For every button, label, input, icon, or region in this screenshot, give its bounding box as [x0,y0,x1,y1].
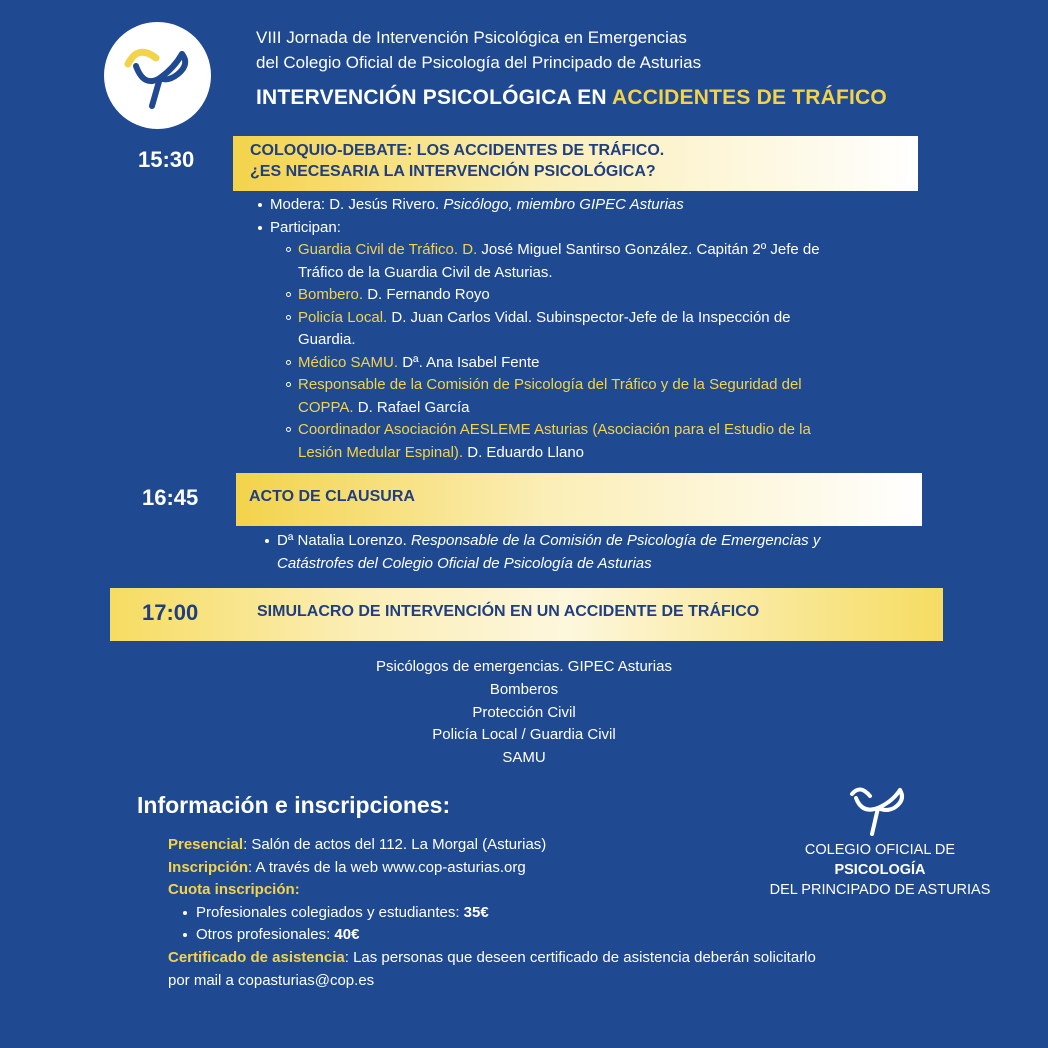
list-item: Policía Local / Guardia Civil [432,726,616,744]
info-label: Cuota inscripción [168,881,295,899]
participant-role: Bombero. [298,286,364,303]
participant-role: Médico SAMU. [298,353,399,371]
session-title-line-1: COLOQUIO-DEBATE: LOS ACCIDENTES DE TRÁFICO. [250,142,665,159]
organization-logo [760,780,1000,843]
participant-item [298,352,850,375]
speaker-name: Dª Natalia Lorenzo. [277,532,411,549]
moderator-role: Psicólogo, miembro GIPEC Asturias [443,196,684,213]
info-label: Presencial [168,836,244,853]
page-title-main: INTERVENCIÓN PSICOLÓGICA EN [256,86,613,109]
fee-item [196,902,828,925]
info-value: : Las personas que deseen certificado de asistencia deberán solicitarlo por mail a copasturias@cop.es [168,948,816,989]
info-inscripcion [168,857,828,880]
info-block [168,834,828,992]
session-title: ACTO DE CLAUSURA [249,488,415,505]
participant-item [298,284,850,307]
session-2-details [277,530,837,575]
psi-icon [760,780,1000,838]
page-title [256,86,887,110]
participant-name: José Miguel Santirso González. Capitán 2º Jefe de Tráfico de la Guardia Civil de Asturias. [298,241,820,281]
fee-price: 40€ [334,926,360,944]
list-item: Bomberos [489,680,559,698]
fee-item [196,924,828,947]
list-item: SAMU [502,749,546,767]
participant-item [298,419,850,464]
logo-badge [104,22,211,129]
participants-label: Participan: [270,218,341,236]
info-certificado [168,947,828,992]
participant-role: Guardia Civil de Tráfico. D. [298,241,478,258]
info-label: Inscripción [168,858,249,876]
list-item: Protección Civil [472,703,576,721]
fee-list [168,902,828,947]
info-cuota [168,879,828,902]
session-time-1645: 16:45 [142,485,199,510]
speaker-item [277,530,837,575]
participants-item [270,217,850,465]
participant-item [298,374,850,419]
organization-name [760,840,1000,900]
info-presencial [168,834,828,857]
info-value: : A través de la web www.cop-asturias.org [248,858,526,876]
participant-name: D. Rafael García [353,398,470,416]
list-item: Psicólogos de emergencias. GIPEC Asturias [376,658,672,675]
moderator-name: Modera: D. Jesús Rivero. [270,196,444,213]
participant-role: Coordinador Asociación AESLEME Asturias (Asociación para el Estudio de la Lesión Medular Espinal). [298,421,811,461]
participant-item [298,307,850,352]
header-subtitle-line-2: del Colegio Oficial de Psicología del Principado de Asturias [256,53,702,72]
participant-name: D. Juan Carlos Vidal. Subinspector-Jefe de la Inspección de Guardia. [298,308,791,348]
simulacro-participants [0,656,1048,770]
organization-name-line-2: DEL PRINCIPADO DE ASTURIAS [769,882,991,898]
participant-role: Responsable de la Comisión de Psicología del Tráfico y de la Seguridad del COPPA. [298,376,802,416]
session-time-1700: 17:00 [142,600,199,625]
header-subtitle-line-1: VIII Jornada de Intervención Psicológica en Emergencias [256,28,687,47]
participant-role: Policía Local. [298,308,388,326]
participant-name: Dª. Ana Isabel Fente [398,353,540,371]
moderator-item [270,194,850,217]
session-time-1530: 15:30 [138,147,195,172]
session-1-details [270,194,850,464]
info-heading: Información e inscripciones: [137,792,451,818]
participant-item [298,239,850,284]
session-title: SIMULACRO DE INTERVENCIÓN EN UN ACCIDENTE DE TRÁFICO [257,603,760,620]
info-label: Certificado de asistencia [168,948,345,966]
speaker-role: Responsable de la Comisión de Psicología de Emergencias y Catástrofes del Colegio Oficial de Psicología de Asturias [277,532,821,572]
fee-text: Otros profesionales: [196,926,335,944]
info-value: : Salón de actos del 112. La Morgal (Asturias) [243,836,547,853]
fee-text: Profesionales colegiados y estudiantes: [196,903,464,921]
organization-name-line-1 [760,840,1000,880]
psi-icon [116,34,199,117]
session-bar-simulacro [110,588,943,641]
session-title-bar-clausura [236,473,922,526]
organization-name-emphasis: PSICOLOGÍA [834,862,926,878]
session-title-line-2: ¿ES NECESARIA LA INTERVENCIÓN PSICOLÓGICA? [250,163,656,180]
participant-name: D. Eduardo Llano [463,443,585,461]
info-label-colon: : [294,881,300,899]
page-title-highlight: ACCIDENTES DE TRÁFICO [612,86,887,109]
session-title-bar-coloquio [233,136,918,191]
organization-name-prefix: COLEGIO OFICIAL DE [804,842,956,858]
fee-price: 35€ [463,903,489,921]
participant-name: D. Fernando Royo [363,286,490,303]
